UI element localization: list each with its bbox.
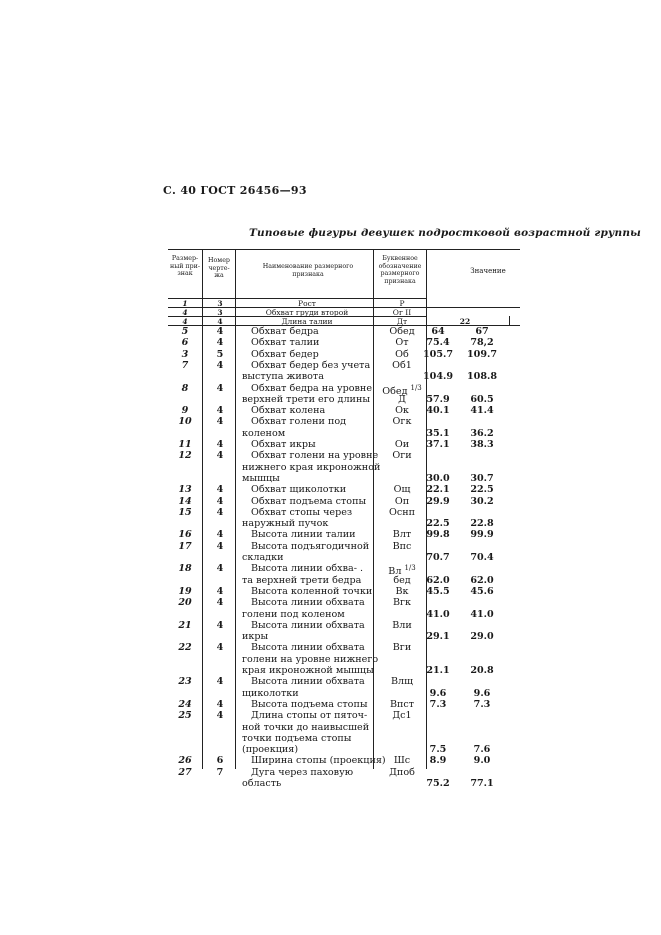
column-rule xyxy=(509,316,510,326)
row-drawing: 4 xyxy=(216,506,224,518)
row-value-1: 22.5 xyxy=(426,518,450,530)
dl-cell: 4 xyxy=(182,317,188,326)
row-number: 18 xyxy=(178,563,192,575)
row-value-1: 29.1 xyxy=(426,631,450,643)
row-value-2: 36.2 xyxy=(470,427,494,439)
row-value-2: 70.4 xyxy=(470,552,494,563)
col-header-name: Наименование размерного признака xyxy=(262,263,354,278)
row-name-line: Высота линии обхвата xyxy=(251,676,365,688)
row-name-line: Обхват стопы через xyxy=(251,506,353,518)
row-number: 15 xyxy=(178,506,192,518)
row-number: 19 xyxy=(178,585,192,597)
row-name-line: точки подъема стопы xyxy=(242,732,352,744)
row-name-line: Высота линии обхвата xyxy=(251,642,365,654)
row-name-line: Высота линии обхва- . xyxy=(251,563,364,575)
row-value-2: 9.6 xyxy=(473,687,491,699)
row-symbol: Оп xyxy=(394,495,410,507)
row-value-2: 62.0 xyxy=(470,574,494,586)
row-name-line: Обхват бедер без учета xyxy=(251,359,371,371)
row-symbol-sub: бед xyxy=(393,574,411,586)
row-symbol: Оги xyxy=(392,450,412,462)
row-number: 3 xyxy=(181,348,189,360)
row-value-2: 41.4 xyxy=(470,405,494,417)
row-drawing: 4 xyxy=(216,563,224,575)
row-drawing: 4 xyxy=(216,585,224,597)
row-symbol: Ои xyxy=(394,439,410,450)
row-symbol: Обед xyxy=(389,326,415,337)
row-symbol: Об1 xyxy=(392,359,412,371)
dl-cell: 4 xyxy=(217,317,223,326)
row-number: 16 xyxy=(178,529,192,541)
row-value-2: 30.7 xyxy=(470,472,494,484)
row-drawing: 6 xyxy=(216,755,224,767)
row-value-2: 41.0 xyxy=(470,608,494,620)
row-value-1: 7.3 xyxy=(429,698,447,710)
row-value-2: 60.5 xyxy=(470,393,494,405)
row-number: 10 xyxy=(178,416,192,428)
index-cell: Рост xyxy=(298,299,316,308)
row-number: 7 xyxy=(181,359,189,371)
row-name-line: Высота подъема стопы xyxy=(251,698,368,710)
row-symbol-sub: Д xyxy=(398,393,406,405)
row-name-line: Обхват подъема стопы xyxy=(251,495,367,507)
row-symbol-main: Вл xyxy=(388,566,402,578)
row-value-2: 7.3 xyxy=(473,698,491,710)
row-value-2: 22.5 xyxy=(470,484,494,496)
row-value-2: 78,2 xyxy=(470,337,494,349)
row-value-1: 22.1 xyxy=(426,484,450,496)
row-drawing: 7 xyxy=(216,766,224,778)
row-symbol: Шс xyxy=(393,755,411,767)
row-name-line: нижнего края икроножной xyxy=(242,461,381,473)
row-name-line: Обхват колена xyxy=(251,405,326,417)
row-value-1: 99.8 xyxy=(426,529,450,541)
row-number: 6 xyxy=(181,337,189,349)
row-number: 9 xyxy=(181,405,189,417)
row-value-2: 9.0 xyxy=(473,755,491,767)
row-name-line: Обхват щиколотки xyxy=(251,484,347,496)
og-cell: 3 xyxy=(217,308,223,317)
row-name-line: Высота линии обхвата xyxy=(251,619,365,631)
row-name-line: Длина стопы от пяточ- xyxy=(251,710,368,722)
row-drawing: 4 xyxy=(216,337,224,349)
row-name-line: Дуга через паховую xyxy=(251,766,354,778)
row-value-2: 29.0 xyxy=(470,631,494,643)
row-value-1: 37.1 xyxy=(426,439,450,450)
row-value-1: 75.2 xyxy=(426,778,450,789)
row-drawing: 4 xyxy=(216,405,224,417)
og-cell: Ог II xyxy=(392,308,412,317)
row-number: 17 xyxy=(178,540,192,552)
row-value-1: 7.5 xyxy=(429,744,447,756)
row-number: 11 xyxy=(178,439,192,450)
row-drawing: 4 xyxy=(216,619,224,631)
row-name-line: та верхней трети бедра xyxy=(242,574,362,586)
row-number: 12 xyxy=(178,450,192,462)
row-name-line: Обхват голени на уровне xyxy=(251,450,379,462)
row-name-line: верхней трети его длины xyxy=(242,393,370,405)
row-symbol: Впст xyxy=(389,698,415,710)
row-name-line: Высота линии талии xyxy=(251,529,356,541)
index-cell: 3 xyxy=(217,299,223,308)
page-header: С. 40 ГОСТ 26456—93 xyxy=(163,184,307,197)
col-header-value: Значение xyxy=(470,267,506,275)
row-symbol: Об xyxy=(395,348,409,360)
row-name-line: область xyxy=(242,778,282,789)
row-name-line: Обхват бедра на уровне xyxy=(251,382,372,394)
row-number: 5 xyxy=(181,326,189,337)
row-value-1: 9.6 xyxy=(429,687,447,699)
col-header-symbol: Буквенное обозначение размерного признака xyxy=(378,255,422,285)
col-header-number: Размер-ный при-знак xyxy=(170,255,200,278)
row-drawing: 4 xyxy=(216,710,224,722)
index-cell: Р xyxy=(399,299,405,308)
row-drawing: 4 xyxy=(216,439,224,450)
dl-cell: Длина талии xyxy=(281,317,333,326)
row-value-1: 70.7 xyxy=(426,552,450,563)
row-value-1: 75.4 xyxy=(426,337,450,349)
row-value-1: 8.9 xyxy=(429,755,447,767)
row-symbol: Впс xyxy=(392,540,412,552)
row-symbol: Вли xyxy=(392,619,412,631)
row-number: 25 xyxy=(178,710,192,722)
row-symbol: Влщ xyxy=(390,676,414,688)
row-drawing: 4 xyxy=(216,698,224,710)
col-header-drawing: Номер черте-жа xyxy=(208,257,230,280)
row-value-2: 20.8 xyxy=(470,665,494,676)
row-number: 26 xyxy=(178,755,192,767)
row-name-line: Высота подъягодичной xyxy=(251,540,370,552)
row-drawing: 4 xyxy=(216,642,224,654)
row-value-2: 109.7 xyxy=(466,348,498,360)
row-drawing: 4 xyxy=(216,529,224,541)
row-value-1: 104.9 xyxy=(423,371,454,383)
row-name-line: голени на уровне нижнего xyxy=(242,653,379,665)
row-name-line: икры xyxy=(242,631,269,643)
row-value-2: 99.9 xyxy=(470,529,494,541)
table-title: Типовые фигуры девушек подростковой возрастной группы xyxy=(249,227,642,239)
row-value-1: 105.7 xyxy=(423,348,454,360)
row-value-1: 35.1 xyxy=(426,427,450,439)
row-value-2: 67 xyxy=(475,326,489,337)
row-symbol: Вк xyxy=(395,585,409,597)
row-drawing: 4 xyxy=(216,359,224,371)
row-value-2: 38.3 xyxy=(470,439,494,450)
row-symbol: Вгк xyxy=(392,597,412,609)
row-name-line: (проекция) xyxy=(242,744,299,756)
row-name-line: Высота линии обхвата xyxy=(251,597,365,609)
row-drawing: 4 xyxy=(216,540,224,552)
row-name-line: складки xyxy=(242,552,284,563)
row-number: 23 xyxy=(178,676,192,688)
row-drawing: 4 xyxy=(216,450,224,462)
row-name-line: Ширина стопы (проекция) xyxy=(251,755,386,767)
column-rule xyxy=(202,249,203,769)
row-number: 27 xyxy=(178,766,192,778)
row-symbol: Влт xyxy=(392,529,412,541)
row-symbol-main: Обед xyxy=(382,385,408,397)
row-value-1: 40.1 xyxy=(426,405,450,417)
row-value-1: 64 xyxy=(431,326,445,337)
row-drawing: 4 xyxy=(216,416,224,428)
row-name-line: Высота коленной точки xyxy=(251,585,373,597)
og-cell: 4 xyxy=(182,308,188,317)
dl-cell: Дт xyxy=(396,317,408,326)
row-number: 14 xyxy=(178,495,192,507)
row-number: 8 xyxy=(181,382,189,394)
row-name-line: Обхват голени под xyxy=(251,416,347,428)
row-symbol: Оснп xyxy=(388,506,416,518)
row-symbol: От xyxy=(395,337,409,349)
row-name-line: ной точки до наивысшей xyxy=(242,721,370,733)
row-symbol: Огк xyxy=(392,416,412,428)
table-top-rule xyxy=(168,249,520,250)
row-drawing: 4 xyxy=(216,382,224,394)
row-drawing: 5 xyxy=(216,348,224,360)
row-value-1: 62.0 xyxy=(426,574,450,586)
row-drawing: 4 xyxy=(216,676,224,688)
row-number: 21 xyxy=(178,619,192,631)
row-symbol-fraction: 1/3 xyxy=(410,383,422,392)
row-symbol: Ощ xyxy=(393,484,411,496)
row-name-line: голени под коленом xyxy=(242,608,345,620)
row-name-line: Обхват бедра xyxy=(251,326,319,337)
row-name-line: Обхват икры xyxy=(251,439,316,450)
row-name-line: коленом xyxy=(242,427,286,439)
row-name-line: мышцы xyxy=(242,472,280,484)
row-value-1: 41.0 xyxy=(426,608,450,620)
dl-value: 22 xyxy=(459,317,471,326)
row-name-line: края икроножной мышцы xyxy=(242,665,374,676)
row-drawing: 4 xyxy=(216,326,224,337)
row-value-2: 30.2 xyxy=(470,495,494,507)
row-drawing: 4 xyxy=(216,484,224,496)
row-symbol: Дс1 xyxy=(392,710,412,722)
row-symbol-fraction: 1/3 xyxy=(404,564,416,573)
row-value-2: 7.6 xyxy=(473,744,491,756)
row-value-1: 57.9 xyxy=(426,393,450,405)
row-value-1: 30.0 xyxy=(426,472,450,484)
index-cell: 1 xyxy=(182,299,188,308)
row-value-1: 29.9 xyxy=(426,495,450,507)
row-number: 22 xyxy=(178,642,192,654)
row-drawing: 4 xyxy=(216,597,224,609)
row-value-1: 45.5 xyxy=(426,585,450,597)
row-name-line: щиколотки xyxy=(242,687,299,699)
row-number: 20 xyxy=(178,597,192,609)
row-symbol: Дпоб xyxy=(389,766,415,778)
row-symbol: Вги xyxy=(392,642,412,654)
row-value-2: 22.8 xyxy=(470,518,494,530)
row-number: 13 xyxy=(178,484,192,496)
row-name-line: выступа живота xyxy=(242,371,324,383)
row-value-1: 21.1 xyxy=(426,665,450,676)
row-drawing: 4 xyxy=(216,495,224,507)
og-cell: Обхват груди второй xyxy=(265,308,349,317)
row-name-line: наружный пучок xyxy=(242,518,329,530)
row-value-2: 77.1 xyxy=(470,778,494,789)
row-name-line: Обхват бедер xyxy=(251,348,319,360)
row-number: 24 xyxy=(178,698,192,710)
row-value-2: 108.8 xyxy=(466,371,498,383)
row-value-2: 45.6 xyxy=(470,585,494,597)
row-name-line: Обхват талии xyxy=(251,337,320,349)
row-symbol: Ок xyxy=(395,405,409,417)
